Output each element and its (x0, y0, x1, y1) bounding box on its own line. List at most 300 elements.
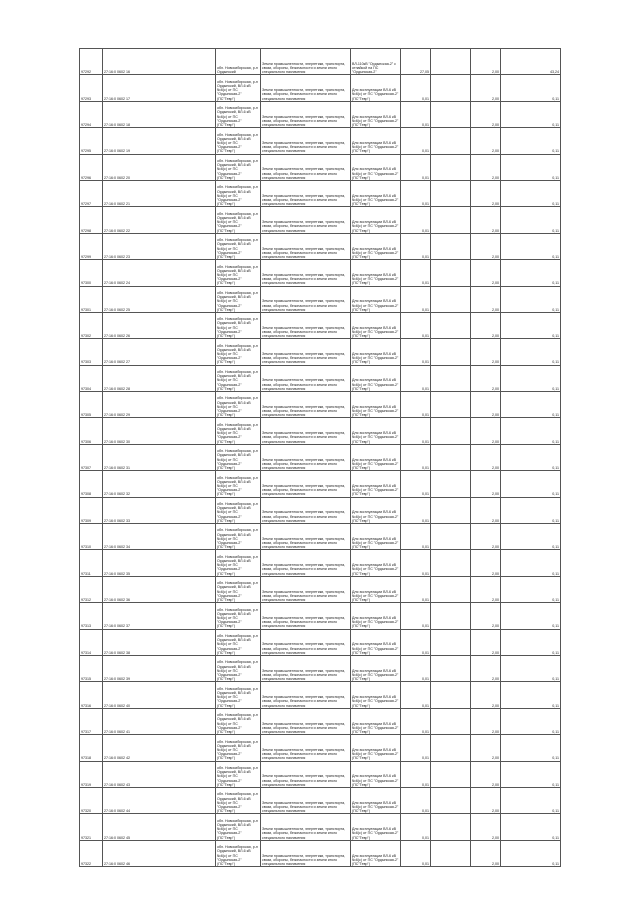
cadastral-number-cell: 27:16:0 0602 29 (103, 392, 216, 418)
cadastral-cost-cell (431, 75, 471, 101)
tax-rate-cell: 2,00 (471, 312, 501, 338)
land-category-cell: Земли промышленности, энергетики, транспорта, связи, обороны, безопасности и земли иного специального назначения (261, 735, 351, 761)
row-id-cell: 97312 (80, 576, 103, 602)
row-id-cell: 97302 (80, 312, 103, 338)
area-cell: 0,01 (401, 524, 431, 550)
tax-rate-cell: 2,00 (471, 814, 501, 840)
location-cell: обл. Новосибирская, р-н Ордынский, ВЛ-6 кВ №6(с) от ПС "Ордынская-2" (ПС"Тевр") (216, 233, 261, 259)
cadastral-cost-cell (431, 180, 471, 206)
permitted-use-cell: Для эксплуатации ВЛ-6 кВ №6(с) от ПС "Ордынская-2" (ПС"Тевр") (351, 260, 401, 286)
location-cell: обл. Новосибирская, р-н Ордынский, ВЛ-6 кВ №6(с) от ПС "Ордынская-2" (ПС"Тевр") (216, 286, 261, 312)
cadastral-cost-cell (431, 260, 471, 286)
tax-rate-cell: 2,00 (471, 761, 501, 787)
cadastral-number-cell: 27:16:0 0602 25 (103, 286, 216, 312)
land-category-cell: Земли промышленности, энергетики, транспорта, связи, обороны, безопасности и земли иного специального назначения (261, 101, 351, 127)
location-cell: обл. Новосибирская, р-н Ордынский, ВЛ-6 кВ №6(с) от ПС "Ордынская-2" (ПС"Тевр") (216, 154, 261, 180)
cadastral-cost-cell (431, 339, 471, 365)
permitted-use-cell: Для эксплуатации ВЛ-6 кВ №6(с) от ПС "Ордынская-2" (ПС"Тевр") (351, 180, 401, 206)
location-cell: обл. Новосибирская, р-н Ордынский, ВЛ-6 кВ №6(с) от ПС "Ордынская-2" (ПС"Тевр") (216, 418, 261, 444)
table-row (80, 444, 561, 470)
cadastral-cost-cell (431, 629, 471, 655)
cadastral-number-cell: 27:16:0 0602 21 (103, 180, 216, 206)
location-cell: обл. Новосибирская, р-н Ордынский, ВЛ-6 кВ №6(с) от ПС "Ордынская-2" (ПС"Тевр") (216, 339, 261, 365)
row-id-cell: 97305 (80, 392, 103, 418)
area-cell: 0,01 (401, 286, 431, 312)
cadastral-cost-cell (431, 154, 471, 180)
land-category-cell: Земли промышленности, энергетики, транспорта, связи, обороны, безопасности и земли иного специального назначения (261, 49, 351, 75)
cadastral-cost-cell (431, 471, 471, 497)
land-category-cell: Земли промышленности, энергетики, транспорта, связи, обороны, безопасности и земли иного специального назначения (261, 233, 351, 259)
area-cell: 0,01 (401, 233, 431, 259)
cadastral-cost-cell (431, 418, 471, 444)
tax-rate-cell: 2,00 (471, 550, 501, 576)
land-category-cell: Земли промышленности, энергетики, транспорта, связи, обороны, безопасности и земли иного специального назначения (261, 840, 351, 866)
location-cell: обл. Новосибирская, р-н Ордынский, ВЛ-6 кВ №6(с) от ПС "Ордынская-2" (ПС"Тевр") (216, 260, 261, 286)
tax-rate-cell: 2,00 (471, 682, 501, 708)
table-row (80, 49, 561, 75)
cadastral-number-cell: 27:16:0 0602 32 (103, 471, 216, 497)
permitted-use-cell: Для эксплуатации ВЛ-6 кВ №6(с) от ПС "Ордынская-2" (ПС"Тевр") (351, 497, 401, 523)
permitted-use-cell: Для эксплуатации ВЛ-6 кВ №6(с) от ПС "Ордынская-2" (ПС"Тевр") (351, 75, 401, 101)
land-category-cell: Земли промышленности, энергетики, транспорта, связи, обороны, безопасности и земли иного специального назначения (261, 550, 351, 576)
cadastral-cost-cell (431, 365, 471, 391)
table-row (80, 418, 561, 444)
row-id-cell: 97314 (80, 629, 103, 655)
cadastral-number-cell: 27:16:0 0602 19 (103, 128, 216, 154)
cadastral-number-cell: 27:16:0 0602 34 (103, 524, 216, 550)
cadastral-cost-cell (431, 128, 471, 154)
row-id-cell: 97304 (80, 365, 103, 391)
tax-amount-cell: 0,11 (501, 840, 561, 866)
cadastral-number-cell: 27:16:0 0602 20 (103, 154, 216, 180)
row-id-cell: 97299 (80, 233, 103, 259)
cadastral-number-cell: 27:16:0 0602 33 (103, 497, 216, 523)
location-cell: обл. Новосибирская, р-н Ордынский, ВЛ-6 кВ №6(с) от ПС "Ордынская-2" (ПС"Тевр") (216, 761, 261, 787)
area-cell: 0,01 (401, 576, 431, 602)
land-category-cell: Земли промышленности, энергетики, транспорта, связи, обороны, безопасности и земли иного специального назначения (261, 655, 351, 681)
row-id-cell: 97298 (80, 207, 103, 233)
table-row (80, 180, 561, 206)
table-row (80, 207, 561, 233)
permitted-use-cell: ВЛ-110кВ "Ордынская-2" с отпайкой на ПС "Ордынская-2" (351, 49, 401, 75)
table-row (80, 603, 561, 629)
tax-rate-cell: 2,00 (471, 576, 501, 602)
cadastral-cost-cell (431, 101, 471, 127)
permitted-use-cell: Для эксплуатации ВЛ-6 кВ №6(с) от ПС "Ордынская-2" (ПС"Тевр") (351, 655, 401, 681)
area-cell: 0,01 (401, 260, 431, 286)
area-cell: 0,01 (401, 75, 431, 101)
table-row (80, 761, 561, 787)
land-register-sheet (79, 48, 560, 867)
tax-amount-cell: 0,11 (501, 655, 561, 681)
tax-amount-cell: 0,11 (501, 787, 561, 813)
cadastral-cost-cell (431, 233, 471, 259)
cadastral-number-cell: 27:16:0 0602 26 (103, 312, 216, 338)
row-id-cell: 97297 (80, 180, 103, 206)
cadastral-cost-cell (431, 524, 471, 550)
area-cell: 0,01 (401, 497, 431, 523)
area-cell: 0,01 (401, 603, 431, 629)
table-row (80, 735, 561, 761)
tax-rate-cell: 2,00 (471, 418, 501, 444)
permitted-use-cell: Для эксплуатации ВЛ-6 кВ №6(с) от ПС "Ордынская-2" (ПС"Тевр") (351, 339, 401, 365)
table-row (80, 814, 561, 840)
location-cell: обл. Новосибирская, р-н Ордынский, ВЛ-6 кВ №6(с) от ПС "Ордынская-2" (ПС"Тевр") (216, 603, 261, 629)
land-category-cell: Земли промышленности, энергетики, транспорта, связи, обороны, безопасности и земли иного специального назначения (261, 524, 351, 550)
tax-rate-cell: 2,00 (471, 735, 501, 761)
row-id-cell: 97300 (80, 260, 103, 286)
tax-amount-cell: 0,11 (501, 629, 561, 655)
area-cell: 0,01 (401, 392, 431, 418)
tax-rate-cell: 2,00 (471, 180, 501, 206)
cadastral-cost-cell (431, 787, 471, 813)
cadastral-cost-cell (431, 655, 471, 681)
permitted-use-cell: Для эксплуатации ВЛ-6 кВ №6(с) от ПС "Ордынская-2" (ПС"Тевр") (351, 682, 401, 708)
row-id-cell: 97301 (80, 286, 103, 312)
tax-rate-cell: 2,00 (471, 524, 501, 550)
land-category-cell: Земли промышленности, энергетики, транспорта, связи, обороны, безопасности и земли иного специального назначения (261, 180, 351, 206)
area-cell: 0,01 (401, 471, 431, 497)
cadastral-number-cell: 27:16:0 0602 36 (103, 576, 216, 602)
area-cell: 0,01 (401, 787, 431, 813)
location-cell: обл. Новосибирская, р-н Ордынский, ВЛ-6 кВ №6(с) от ПС "Ордынская-2" (ПС"Тевр") (216, 207, 261, 233)
land-category-cell: Земли промышленности, энергетики, транспорта, связи, обороны, безопасности и земли иного специального назначения (261, 365, 351, 391)
tax-rate-cell: 2,00 (471, 787, 501, 813)
tax-rate-cell: 2,00 (471, 286, 501, 312)
land-category-cell: Земли промышленности, энергетики, транспорта, связи, обороны, безопасности и земли иного специального назначения (261, 444, 351, 470)
tax-amount-cell: 0,11 (501, 603, 561, 629)
tax-amount-cell: 0,11 (501, 101, 561, 127)
tax-rate-cell: 2,00 (471, 444, 501, 470)
area-cell: 0,01 (401, 128, 431, 154)
row-id-cell: 97320 (80, 787, 103, 813)
area-cell: 0,01 (401, 365, 431, 391)
table-body (80, 49, 561, 867)
table-row (80, 312, 561, 338)
permitted-use-cell: Для эксплуатации ВЛ-6 кВ №6(с) от ПС "Ордынская-2" (ПС"Тевр") (351, 814, 401, 840)
cadastral-number-cell: 27:16:0 0602 18 (103, 101, 216, 127)
area-cell: 0,01 (401, 101, 431, 127)
permitted-use-cell: Для эксплуатации ВЛ-6 кВ №6(с) от ПС "Ордынская-2" (ПС"Тевр") (351, 444, 401, 470)
area-cell: 0,01 (401, 550, 431, 576)
cadastral-cost-cell (431, 708, 471, 734)
tax-rate-cell: 2,00 (471, 260, 501, 286)
land-category-cell: Земли промышленности, энергетики, транспорта, связи, обороны, безопасности и земли иного специального назначения (261, 339, 351, 365)
cadastral-number-cell: 27:16:0 0602 23 (103, 233, 216, 259)
tax-amount-cell: 0,11 (501, 550, 561, 576)
tax-amount-cell: 0,11 (501, 735, 561, 761)
tax-rate-cell: 2,00 (471, 840, 501, 866)
table-row (80, 682, 561, 708)
table-row (80, 101, 561, 127)
land-category-cell: Земли промышленности, энергетики, транспорта, связи, обороны, безопасности и земли иного специального назначения (261, 312, 351, 338)
tax-rate-cell: 2,00 (471, 233, 501, 259)
tax-amount-cell: 0,11 (501, 180, 561, 206)
location-cell: обл. Новосибирская, р-н Ордынский, ВЛ-6 кВ №6(с) от ПС "Ордынская-2" (ПС"Тевр") (216, 814, 261, 840)
cadastral-number-cell: 27:16:0 0602 42 (103, 735, 216, 761)
row-id-cell: 97309 (80, 497, 103, 523)
land-category-cell: Земли промышленности, энергетики, транспорта, связи, обороны, безопасности и земли иного специального назначения (261, 682, 351, 708)
cadastral-cost-cell (431, 814, 471, 840)
tax-amount-cell: 0,11 (501, 365, 561, 391)
land-category-cell: Земли промышленности, энергетики, транспорта, связи, обороны, безопасности и земли иного специального назначения (261, 497, 351, 523)
permitted-use-cell: Для эксплуатации ВЛ-6 кВ №6(с) от ПС "Ордынская-2" (ПС"Тевр") (351, 286, 401, 312)
cadastral-number-cell: 27:16:0 0602 43 (103, 761, 216, 787)
tax-rate-cell: 2,00 (471, 49, 501, 75)
location-cell: обл. Новосибирская, р-н Ордынский, ВЛ-6 кВ №6(с) от ПС "Ордынская-2" (ПС"Тевр") (216, 180, 261, 206)
table-row (80, 365, 561, 391)
permitted-use-cell: Для эксплуатации ВЛ-6 кВ №6(с) от ПС "Ордынская-2" (ПС"Тевр") (351, 840, 401, 866)
row-id-cell: 97318 (80, 735, 103, 761)
location-cell: обл. Новосибирская, р-н Ордынский, ВЛ-6 кВ №6(с) от ПС "Ордынская-2" (ПС"Тевр") (216, 128, 261, 154)
tax-amount-cell: 0,11 (501, 576, 561, 602)
permitted-use-cell: Для эксплуатации ВЛ-6 кВ №6(с) от ПС "Ордынская-2" (ПС"Тевр") (351, 154, 401, 180)
area-cell: 0,01 (401, 814, 431, 840)
permitted-use-cell: Для эксплуатации ВЛ-6 кВ №6(с) от ПС "Ордынская-2" (ПС"Тевр") (351, 576, 401, 602)
tax-rate-cell: 2,00 (471, 365, 501, 391)
cadastral-number-cell: 27:16:0 0602 30 (103, 418, 216, 444)
cadastral-number-cell: 27:16:0 0602 16 (103, 49, 216, 75)
tax-amount-cell: 0,11 (501, 682, 561, 708)
area-cell: 0,01 (401, 180, 431, 206)
row-id-cell: 97296 (80, 154, 103, 180)
tax-amount-cell: 0,11 (501, 392, 561, 418)
area-cell: 0,01 (401, 708, 431, 734)
location-cell: обл. Новосибирская, р-н Ордынский (216, 49, 261, 75)
cadastral-cost-cell (431, 735, 471, 761)
table-row (80, 471, 561, 497)
cadastral-number-cell: 27:16:0 0602 38 (103, 629, 216, 655)
cadastral-number-cell: 27:16:0 0602 22 (103, 207, 216, 233)
tax-rate-cell: 2,00 (471, 629, 501, 655)
cadastral-number-cell: 27:16:0 0602 41 (103, 708, 216, 734)
location-cell: обл. Новосибирская, р-н Ордынский, ВЛ-6 кВ №6(с) от ПС "Ордынская-2" (ПС"Тевр") (216, 392, 261, 418)
location-cell: обл. Новосибирская, р-н Ордынский, ВЛ-6 кВ №6(с) от ПС "Ордынская-2" (ПС"Тевр") (216, 708, 261, 734)
tax-rate-cell: 2,00 (471, 339, 501, 365)
location-cell: обл. Новосибирская, р-н Ордынский, ВЛ-6 кВ №6(с) от ПС "Ордынская-2" (ПС"Тевр") (216, 365, 261, 391)
land-category-cell: Земли промышленности, энергетики, транспорта, связи, обороны, безопасности и земли иного специального назначения (261, 603, 351, 629)
cadastral-cost-cell (431, 392, 471, 418)
area-cell: 0,01 (401, 154, 431, 180)
location-cell: обл. Новосибирская, р-н Ордынский, ВЛ-6 кВ №6(с) от ПС "Ордынская-2" (ПС"Тевр") (216, 312, 261, 338)
row-id-cell: 97319 (80, 761, 103, 787)
cadastral-number-cell: 27:16:0 0602 28 (103, 365, 216, 391)
tax-rate-cell: 2,00 (471, 101, 501, 127)
cadastral-number-cell: 27:16:0 0602 44 (103, 787, 216, 813)
row-id-cell: 97313 (80, 603, 103, 629)
location-cell: обл. Новосибирская, р-н Ордынский, ВЛ-6 кВ №6(с) от ПС "Ордынская-2" (ПС"Тевр") (216, 550, 261, 576)
permitted-use-cell: Для эксплуатации ВЛ-6 кВ №6(с) от ПС "Ордынская-2" (ПС"Тевр") (351, 761, 401, 787)
land-category-cell: Земли промышленности, энергетики, транспорта, связи, обороны, безопасности и земли иного специального назначения (261, 708, 351, 734)
cadastral-number-cell: 27:16:0 0602 17 (103, 75, 216, 101)
permitted-use-cell: Для эксплуатации ВЛ-6 кВ №6(с) от ПС "Ордынская-2" (ПС"Тевр") (351, 471, 401, 497)
tax-amount-cell: 0,11 (501, 207, 561, 233)
table-row (80, 524, 561, 550)
permitted-use-cell: Для эксплуатации ВЛ-6 кВ №6(с) от ПС "Ордынская-2" (ПС"Тевр") (351, 101, 401, 127)
area-cell: 0,01 (401, 207, 431, 233)
land-category-cell: Земли промышленности, энергетики, транспорта, связи, обороны, безопасности и земли иного специального назначения (261, 260, 351, 286)
cadastral-cost-cell (431, 761, 471, 787)
tax-amount-cell: 0,11 (501, 154, 561, 180)
land-category-cell: Земли промышленности, энергетики, транспорта, связи, обороны, безопасности и земли иного специального назначения (261, 392, 351, 418)
tax-amount-cell: 0,11 (501, 471, 561, 497)
location-cell: обл. Новосибирская, р-н Ордынский, ВЛ-6 кВ №6(с) от ПС "Ордынская-2" (ПС"Тевр") (216, 101, 261, 127)
table-row (80, 708, 561, 734)
cadastral-cost-cell (431, 49, 471, 75)
land-category-cell: Земли промышленности, энергетики, транспорта, связи, обороны, безопасности и земли иного специального назначения (261, 128, 351, 154)
tax-amount-cell: 0,11 (501, 708, 561, 734)
tax-amount-cell: 43,24 (501, 49, 561, 75)
row-id-cell: 97322 (80, 840, 103, 866)
permitted-use-cell: Для эксплуатации ВЛ-6 кВ №6(с) от ПС "Ордынская-2" (ПС"Тевр") (351, 603, 401, 629)
tax-rate-cell: 2,00 (471, 207, 501, 233)
area-cell: 0,01 (401, 418, 431, 444)
tax-rate-cell: 2,00 (471, 75, 501, 101)
permitted-use-cell: Для эксплуатации ВЛ-6 кВ №6(с) от ПС "Ордынская-2" (ПС"Тевр") (351, 418, 401, 444)
tax-rate-cell: 2,00 (471, 655, 501, 681)
cadastral-number-cell: 27:16:0 0602 24 (103, 260, 216, 286)
permitted-use-cell: Для эксплуатации ВЛ-6 кВ №6(с) от ПС "Ордынская-2" (ПС"Тевр") (351, 233, 401, 259)
cadastral-number-cell: 27:16:0 0602 27 (103, 339, 216, 365)
land-category-cell: Земли промышленности, энергетики, транспорта, связи, обороны, безопасности и земли иного специального назначения (261, 207, 351, 233)
table-row (80, 497, 561, 523)
table-row (80, 286, 561, 312)
cadastral-number-cell: 27:16:0 0602 39 (103, 655, 216, 681)
tax-rate-cell: 2,00 (471, 708, 501, 734)
cadastral-cost-cell (431, 286, 471, 312)
table-row (80, 655, 561, 681)
tax-amount-cell: 0,11 (501, 761, 561, 787)
tax-amount-cell: 0,11 (501, 75, 561, 101)
permitted-use-cell: Для эксплуатации ВЛ-6 кВ №6(с) от ПС "Ордынская-2" (ПС"Тевр") (351, 787, 401, 813)
tax-amount-cell: 0,11 (501, 260, 561, 286)
tax-amount-cell: 0,11 (501, 444, 561, 470)
tax-rate-cell: 2,00 (471, 128, 501, 154)
tax-amount-cell: 0,11 (501, 418, 561, 444)
land-category-cell: Земли промышленности, энергетики, транспорта, связи, обороны, безопасности и земли иного специального назначения (261, 75, 351, 101)
table-row (80, 629, 561, 655)
area-cell: 0,01 (401, 735, 431, 761)
cadastral-cost-cell (431, 550, 471, 576)
tax-amount-cell: 0,11 (501, 312, 561, 338)
land-category-cell: Земли промышленности, энергетики, транспорта, связи, обороны, безопасности и земли иного специального назначения (261, 761, 351, 787)
row-id-cell: 97316 (80, 682, 103, 708)
permitted-use-cell: Для эксплуатации ВЛ-6 кВ №6(с) от ПС "Ордынская-2" (ПС"Тевр") (351, 629, 401, 655)
permitted-use-cell: Для эксплуатации ВЛ-6 кВ №6(с) от ПС "Ордынская-2" (ПС"Тевр") (351, 312, 401, 338)
cadastral-cost-cell (431, 603, 471, 629)
row-id-cell: 97306 (80, 418, 103, 444)
location-cell: обл. Новосибирская, р-н Ордынский, ВЛ-6 кВ №6(с) от ПС "Ордынская-2" (ПС"Тевр") (216, 471, 261, 497)
row-id-cell: 97292 (80, 49, 103, 75)
cadastral-cost-cell (431, 444, 471, 470)
land-register-table (79, 48, 561, 867)
location-cell: обл. Новосибирская, р-н Ордынский, ВЛ-6 кВ №6(с) от ПС "Ордынская-2" (ПС"Тевр") (216, 682, 261, 708)
tax-amount-cell: 0,11 (501, 497, 561, 523)
area-cell: 0,01 (401, 312, 431, 338)
cadastral-cost-cell (431, 312, 471, 338)
table-row (80, 840, 561, 866)
permitted-use-cell: Для эксплуатации ВЛ-6 кВ №6(с) от ПС "Ордынская-2" (ПС"Тевр") (351, 207, 401, 233)
area-cell: 27,05 (401, 49, 431, 75)
land-category-cell: Земли промышленности, энергетики, транспорта, связи, обороны, безопасности и земли иного специального назначения (261, 418, 351, 444)
row-id-cell: 97317 (80, 708, 103, 734)
table-row (80, 339, 561, 365)
location-cell: обл. Новосибирская, р-н Ордынский, ВЛ-6 кВ №6(с) от ПС "Ордынская-2" (ПС"Тевр") (216, 444, 261, 470)
row-id-cell: 97310 (80, 524, 103, 550)
table-row (80, 154, 561, 180)
cadastral-number-cell: 27:16:0 0602 31 (103, 444, 216, 470)
area-cell: 0,01 (401, 761, 431, 787)
land-category-cell: Земли промышленности, энергетики, транспорта, связи, обороны, безопасности и земли иного специального назначения (261, 814, 351, 840)
tax-amount-cell: 0,11 (501, 233, 561, 259)
area-cell: 0,01 (401, 339, 431, 365)
tax-rate-cell: 2,00 (471, 392, 501, 418)
cadastral-cost-cell (431, 207, 471, 233)
cadastral-number-cell: 27:16:0 0602 46 (103, 840, 216, 866)
row-id-cell: 97321 (80, 814, 103, 840)
row-id-cell: 97308 (80, 471, 103, 497)
cadastral-cost-cell (431, 497, 471, 523)
location-cell: обл. Новосибирская, р-н Ордынский, ВЛ-6 кВ №6(с) от ПС "Ордынская-2" (ПС"Тевр") (216, 735, 261, 761)
area-cell: 0,01 (401, 444, 431, 470)
row-id-cell: 97307 (80, 444, 103, 470)
row-id-cell: 97303 (80, 339, 103, 365)
permitted-use-cell: Для эксплуатации ВЛ-6 кВ №6(с) от ПС "Ордынская-2" (ПС"Тевр") (351, 735, 401, 761)
tax-rate-cell: 2,00 (471, 471, 501, 497)
location-cell: обл. Новосибирская, р-н Ордынский, ВЛ-6 кВ №6(с) от ПС "Ордынская-2" (ПС"Тевр") (216, 840, 261, 866)
land-category-cell: Земли промышленности, энергетики, транспорта, связи, обороны, безопасности и земли иного специального назначения (261, 576, 351, 602)
area-cell: 0,01 (401, 629, 431, 655)
land-category-cell: Земли промышленности, энергетики, транспорта, связи, обороны, безопасности и земли иного специального назначения (261, 471, 351, 497)
table-row (80, 787, 561, 813)
table-row (80, 550, 561, 576)
cadastral-number-cell: 27:16:0 0602 45 (103, 814, 216, 840)
row-id-cell: 97315 (80, 655, 103, 681)
location-cell: обл. Новосибирская, р-н Ордынский, ВЛ-6 кВ №6(с) от ПС "Ордынская-2" (ПС"Тевр") (216, 576, 261, 602)
row-id-cell: 97293 (80, 75, 103, 101)
land-category-cell: Земли промышленности, энергетики, транспорта, связи, обороны, безопасности и земли иного специального назначения (261, 787, 351, 813)
location-cell: обл. Новосибирская, р-н Ордынский, ВЛ-6 кВ №6(с) от ПС "Ордынская-2" (ПС"Тевр") (216, 75, 261, 101)
area-cell: 0,01 (401, 682, 431, 708)
tax-amount-cell: 0,11 (501, 814, 561, 840)
area-cell: 0,01 (401, 840, 431, 866)
tax-rate-cell: 2,00 (471, 497, 501, 523)
location-cell: обл. Новосибирская, р-н Ордынский, ВЛ-6 кВ №6(с) от ПС "Ордынская-2" (ПС"Тевр") (216, 629, 261, 655)
area-cell: 0,01 (401, 655, 431, 681)
row-id-cell: 97311 (80, 550, 103, 576)
location-cell: обл. Новосибирская, р-н Ордынский, ВЛ-6 кВ №6(с) от ПС "Ордынская-2" (ПС"Тевр") (216, 787, 261, 813)
permitted-use-cell: Для эксплуатации ВЛ-6 кВ №6(с) от ПС "Ордынская-2" (ПС"Тевр") (351, 128, 401, 154)
cadastral-cost-cell (431, 840, 471, 866)
land-category-cell: Земли промышленности, энергетики, транспорта, связи, обороны, безопасности и земли иного специального назначения (261, 154, 351, 180)
location-cell: обл. Новосибирская, р-н Ордынский, ВЛ-6 кВ №6(с) от ПС "Ордынская-2" (ПС"Тевр") (216, 655, 261, 681)
cadastral-cost-cell (431, 576, 471, 602)
land-category-cell: Земли промышленности, энергетики, транспорта, связи, обороны, безопасности и земли иного специального назначения (261, 286, 351, 312)
tax-amount-cell: 0,11 (501, 128, 561, 154)
row-id-cell: 97294 (80, 101, 103, 127)
tax-rate-cell: 2,00 (471, 603, 501, 629)
cadastral-number-cell: 27:16:0 0602 40 (103, 682, 216, 708)
permitted-use-cell: Для эксплуатации ВЛ-6 кВ №6(с) от ПС "Ордынская-2" (ПС"Тевр") (351, 550, 401, 576)
permitted-use-cell: Для эксплуатации ВЛ-6 кВ №6(с) от ПС "Ордынская-2" (ПС"Тевр") (351, 524, 401, 550)
tax-rate-cell: 2,00 (471, 154, 501, 180)
location-cell: обл. Новосибирская, р-н Ордынский, ВЛ-6 кВ №6(с) от ПС "Ордынская-2" (ПС"Тевр") (216, 524, 261, 550)
table-row (80, 75, 561, 101)
cadastral-number-cell: 27:16:0 0602 37 (103, 603, 216, 629)
tax-amount-cell: 0,11 (501, 286, 561, 312)
row-id-cell: 97295 (80, 128, 103, 154)
table-row (80, 392, 561, 418)
